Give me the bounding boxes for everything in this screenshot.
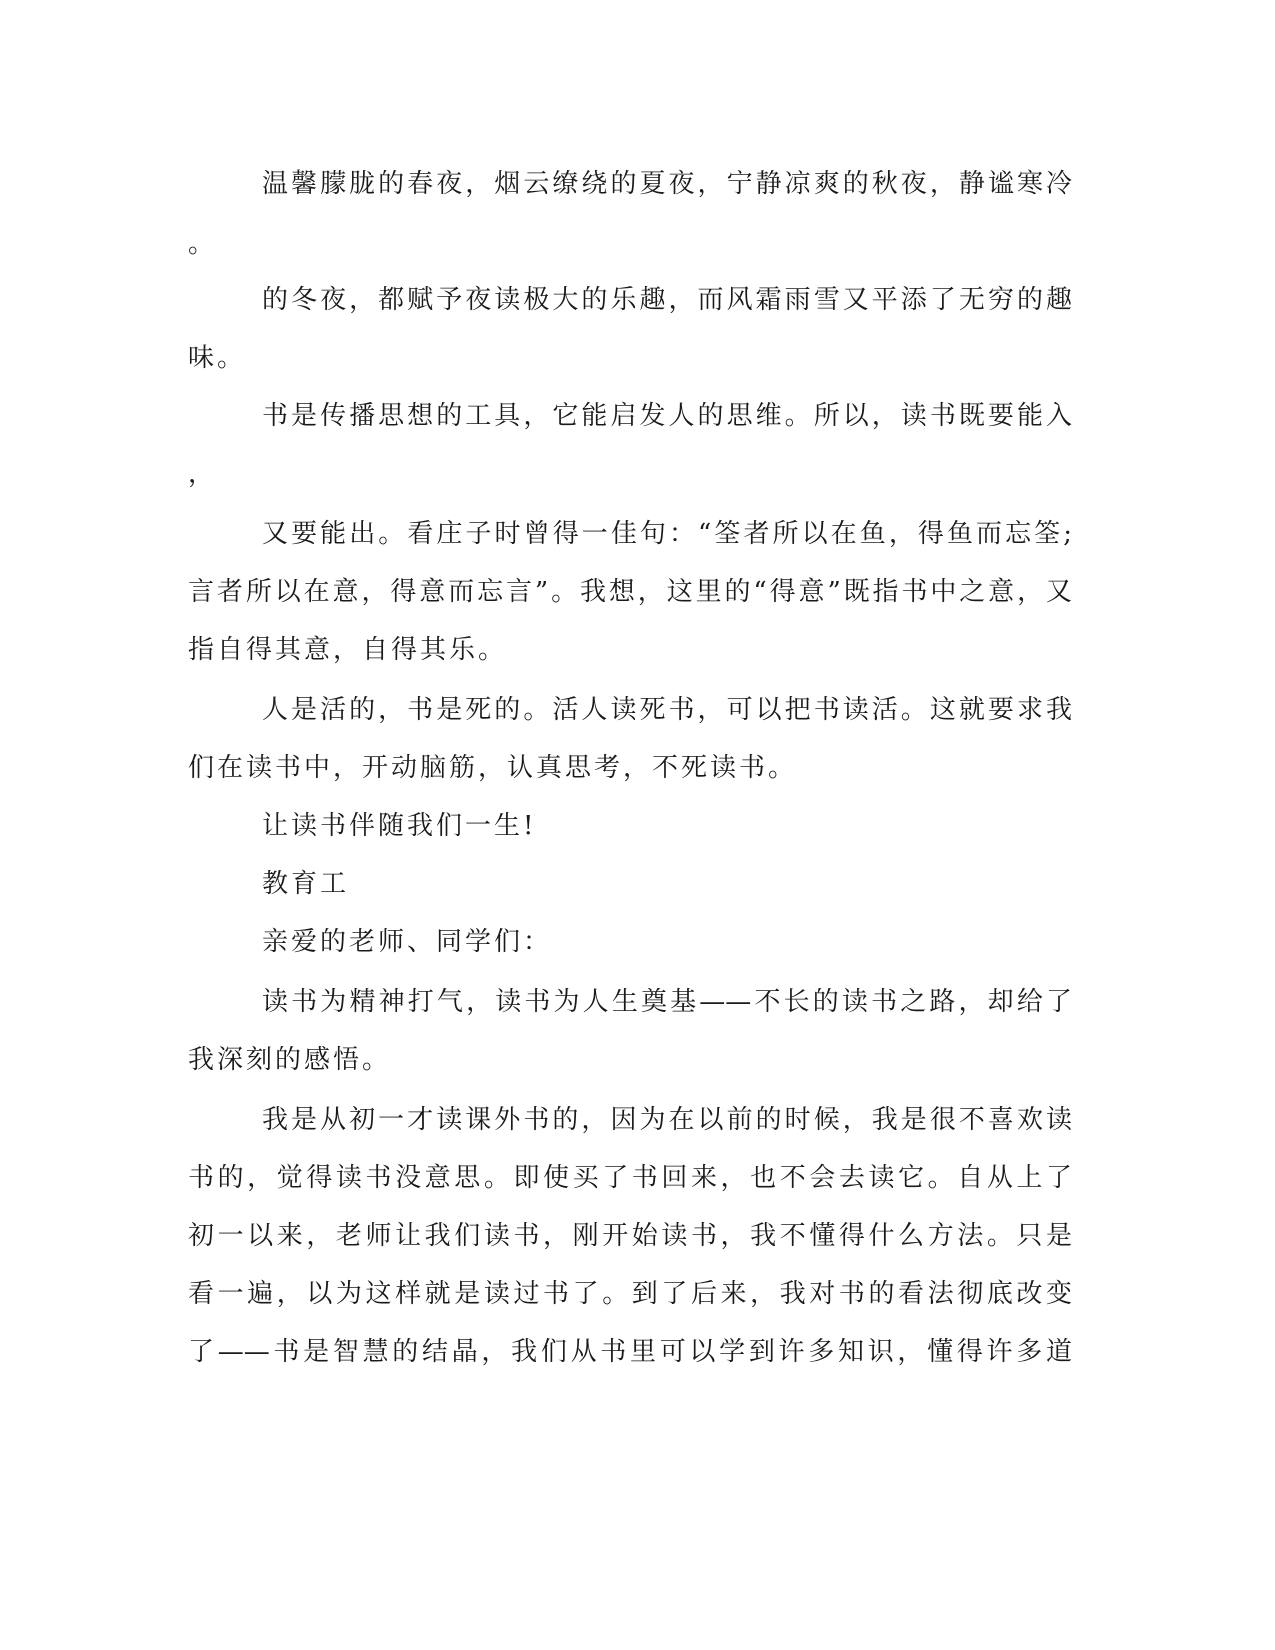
text-line: 看一遍，以为这样就是读过书了。到了后来，我对书的看法彻底改变: [188, 1279, 1072, 1309]
text-line: 温馨朦胧的春夜，烟云缭绕的夏夜，宁静凉爽的秋夜，静谧寒冷: [262, 169, 1072, 199]
text-line: 让读书伴随我们一生!: [262, 811, 537, 841]
text-line: 味。: [188, 343, 247, 373]
text-line: 言者所以在意，得意而忘言”。我想，这里的“得意”既指书中之意，又: [188, 577, 1072, 607]
text-line: 书的，觉得读书没意思。即使买了书回来，也不会去读它。自从上了: [188, 1163, 1072, 1193]
text-line: 读书为精神打气，读书为人生奠基——不长的读书之路，却给了: [262, 987, 1072, 1017]
text-line: 初一以来，老师让我们读书，刚开始读书，我不懂得什么方法。只是: [188, 1221, 1072, 1251]
text-line: 人是活的，书是死的。活人读死书，可以把书读活。这就要求我: [262, 695, 1072, 725]
text-line: 又要能出。看庄子时曾得一佳句：“筌者所以在鱼，得鱼而忘筌;: [262, 519, 1072, 549]
text-line: 们在读书中，开动脑筋，认真思考，不死读书。: [188, 753, 798, 783]
text-line: 了——书是智慧的结晶，我们从书里可以学到许多知识，懂得许多道: [188, 1337, 1072, 1367]
text-line: 。: [188, 229, 218, 259]
text-line: 亲爱的老师、同学们：: [262, 927, 553, 957]
text-line: 的冬夜，都赋予夜读极大的乐趣，而风霜雨雪又平添了无穷的趣: [262, 285, 1072, 315]
text-line: 书是传播思想的工具，它能启发人的思维。所以，读书既要能入: [262, 401, 1072, 431]
text-line: 教育工: [262, 869, 350, 899]
text-line: 我深刻的感悟。: [188, 1045, 392, 1075]
text-line: 我是从初一才读课外书的，因为在以前的时候，我是很不喜欢读: [262, 1105, 1072, 1135]
text-line: ，: [188, 459, 218, 489]
text-line: 指自得其意，自得其乐。: [188, 635, 508, 665]
